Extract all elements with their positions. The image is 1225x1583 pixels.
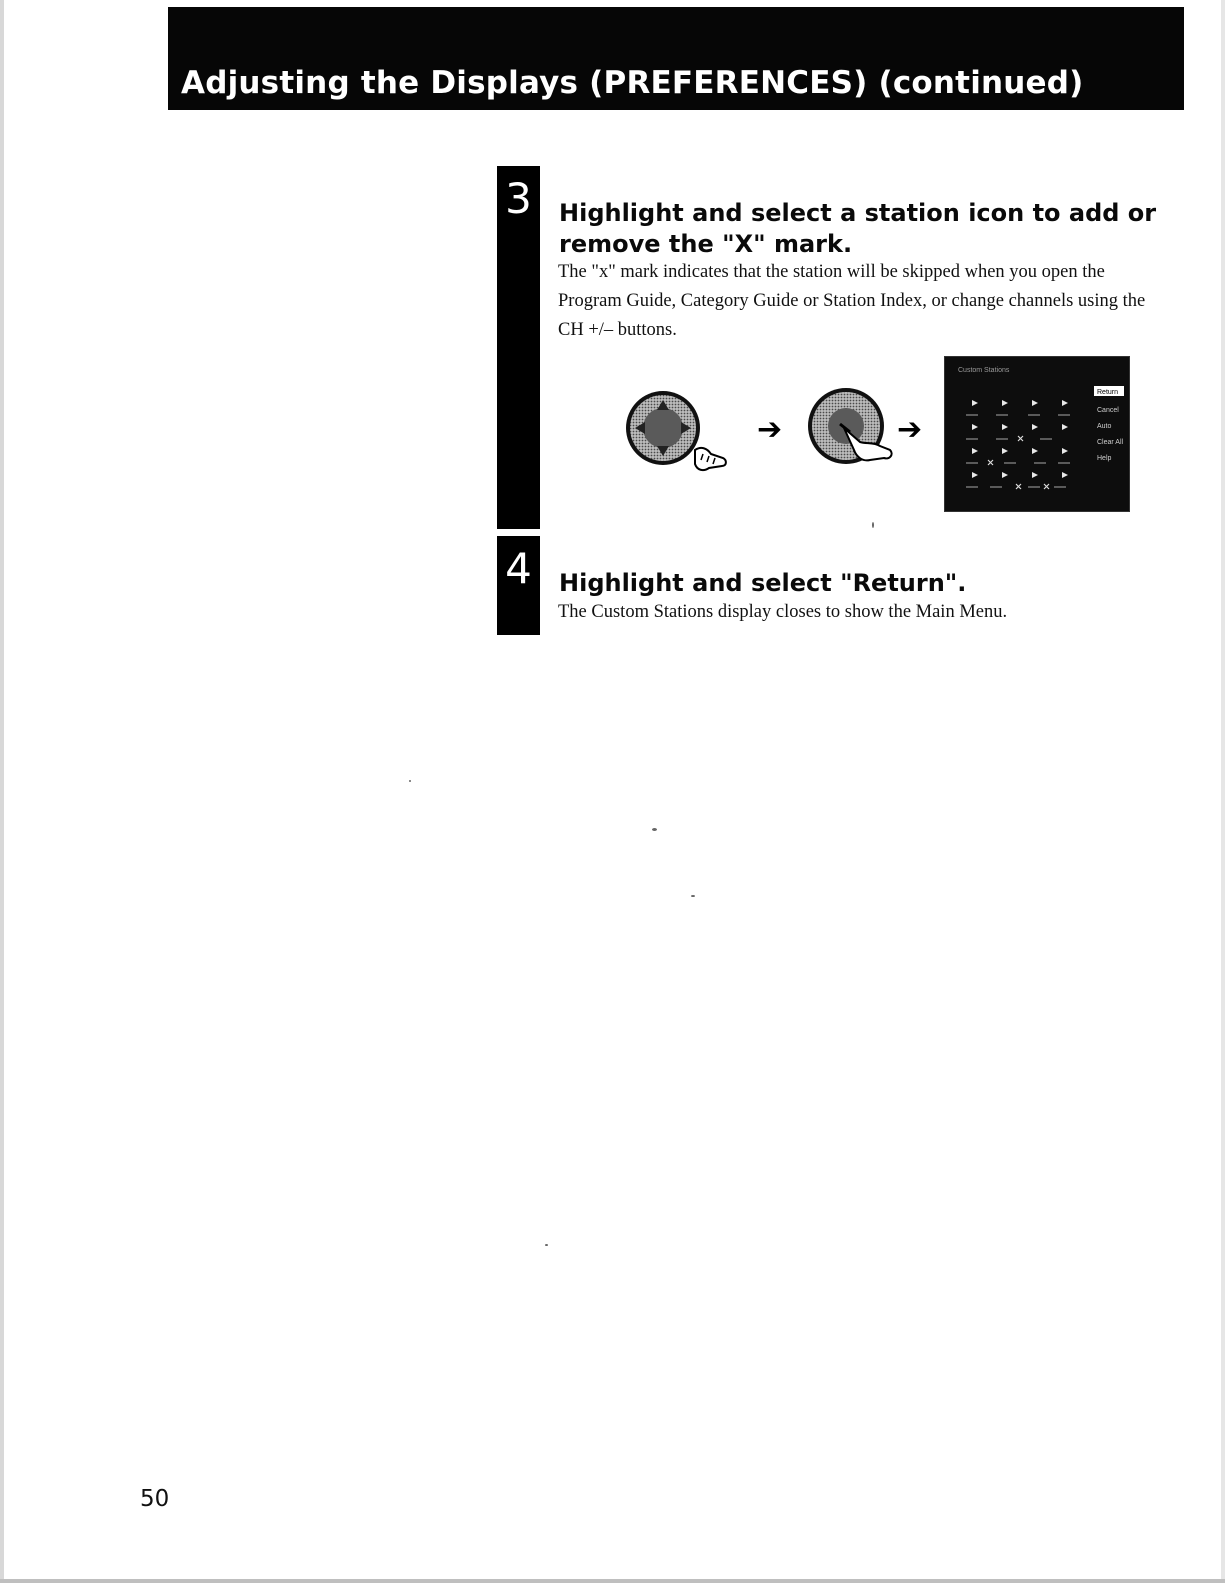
step-3-heading: Highlight and select a station icon to add or remove the "X" mark. (559, 199, 1157, 258)
page-number: 50 (140, 1486, 170, 1512)
screen-menu-item: Cancel (1097, 407, 1119, 414)
screen-menu-item: Help (1097, 455, 1112, 462)
scan-speck (545, 1244, 548, 1246)
screen-title: Custom Stations (958, 367, 1010, 374)
scan-edge-right (1221, 0, 1225, 1583)
remote-dial-highlight-icon (623, 388, 735, 478)
step-4-marker (497, 536, 540, 635)
section-header-bar (168, 7, 1184, 110)
arrow-right-icon: ➔ (897, 412, 923, 447)
scan-edge-bottom (0, 1579, 1225, 1583)
screen-menu-item: Auto (1097, 423, 1112, 430)
step-3-body: The "x" mark indicates that the station will be skipped when you open the Program Guide, Category Guide or Station Index, or change channels using the CH +/– buttons. (558, 262, 1146, 340)
scan-speck (872, 522, 874, 528)
step-3-marker (497, 166, 540, 529)
section-title: Adjusting the Displays (PREFERENCES) (continued) (181, 65, 1084, 101)
step-4-number: 4 (505, 544, 532, 593)
arrow-right-icon: ➔ (757, 412, 783, 447)
remote-dial-select-icon (804, 384, 904, 474)
step-4-body: The Custom Stations display closes to show the Main Menu. (558, 602, 1008, 622)
screen-menu-item: Return (1097, 389, 1119, 396)
scan-speck (409, 780, 411, 782)
step-4-heading: Highlight and select "Return". (559, 569, 967, 597)
custom-stations-grid-image (944, 356, 1130, 512)
scan-speck (652, 828, 657, 831)
scan-edge-left (0, 0, 4, 1583)
scan-speck (691, 895, 695, 897)
screen-menu-item: Clear All (1097, 439, 1124, 446)
custom-stations-screen (944, 356, 1130, 512)
step-3-number: 3 (505, 174, 532, 223)
